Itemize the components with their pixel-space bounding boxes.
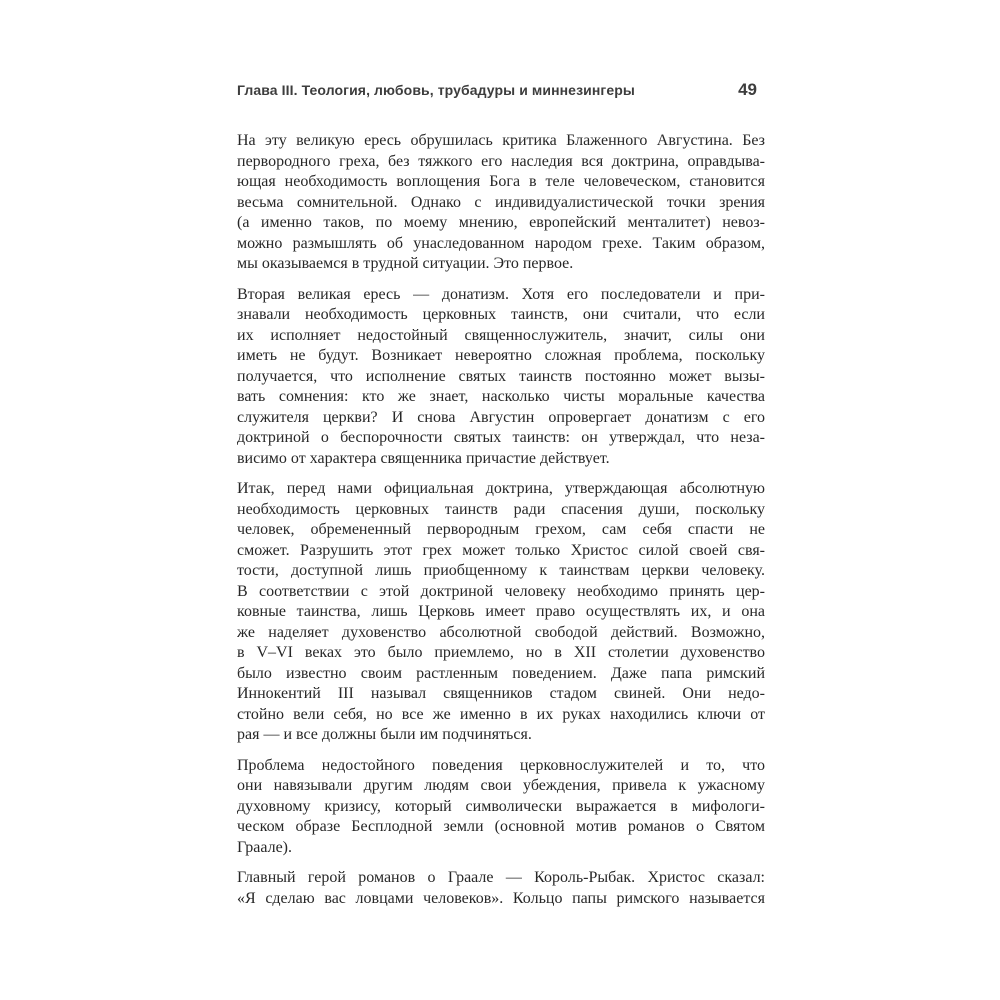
text-line: Иннокентий III называл священников стадом свиней. Они недо- xyxy=(237,685,765,702)
text-line: Вторая великая ересь — донатизм. Хотя его последователи и при- xyxy=(237,285,765,303)
text-line: их исполняет недостойный священнослужитель, значит, силы они xyxy=(237,326,765,344)
text-line: мы оказываемся в трудной ситуации. Это первое. xyxy=(237,255,574,272)
text-line: они навязывали другим людям свои убеждения, привела к ужасному xyxy=(237,777,765,794)
text-line: Граале). xyxy=(237,838,292,856)
text-line: стойно вели себя, но все же именно в их руках находились ключи от xyxy=(237,705,765,723)
text-line: иметь не будут. Возникает невероятно сложная проблема, поскольку xyxy=(237,347,765,364)
paragraph xyxy=(237,756,765,859)
text-line: было известно своим растленным поведением. Даже папа римский xyxy=(237,664,765,682)
text-line: человек, обремененный первородным грехом, сам себя спасти не xyxy=(237,521,765,538)
text-line: висимо от характера священника причастие действует. xyxy=(237,449,610,467)
text-line: Главный герой романов о Граале — Король-Рыбак. Христос сказал: xyxy=(237,869,765,886)
text-line: Проблема недостойного поведения церковнослужителей и то, что xyxy=(237,756,765,774)
page-body xyxy=(237,131,765,909)
text-line: доктриной о беспорочности святых таинств: он утверждал, что неза- xyxy=(237,429,765,446)
text-line: ческом образе Бесплодной земли (основной мотив романов о Святом xyxy=(237,818,765,835)
text-line: тости, доступной лишь приобщенному к таинствам церкви человеку. xyxy=(237,562,765,579)
text-line: знавали необходимость церковных таинств, они считали, что если xyxy=(237,306,765,323)
text-line: (а именно таков, по моему мнению, европейский менталитет) невоз- xyxy=(237,214,765,231)
paragraph xyxy=(237,131,765,275)
chapter-heading: Глава III. Теология, любовь, трубадуры и миннезингеры xyxy=(237,82,635,98)
paragraph xyxy=(237,479,765,746)
text-line: можно размышлять об унаследованном народом грехе. Таким образом, xyxy=(237,234,765,252)
text-line: весьма сомнительной. Однако с индивидуалистической точки зрения xyxy=(237,193,765,211)
text-line: ющая необходимость воплощения Бога в теле человеческом, становится xyxy=(237,173,765,190)
running-header xyxy=(237,80,765,100)
text-line: Итак, перед нами официальная доктрина, утверждающая абсолютную xyxy=(237,480,765,497)
text-line: же наделяет духовенство абсолютной свободой действий. Возможно, xyxy=(237,623,765,641)
text-line: В соответствии с этой доктриной человеку необходимо принять цер- xyxy=(237,582,765,600)
text-line: духовному кризису, который символически выражается в мифологи- xyxy=(237,797,765,815)
text-line: рая — и все должны были им подчиняться. xyxy=(237,726,532,743)
text-line: «Я сделаю вас ловцами человеков». Кольцо папы римского называется xyxy=(237,889,765,907)
paragraph xyxy=(237,868,765,909)
text-line: служителя церкви? И снова Августин опровергает донатизм с его xyxy=(237,408,765,426)
text-line: получается, что исполнение святых таинств постоянно может вызы- xyxy=(237,367,765,385)
paragraph xyxy=(237,285,765,470)
text-line: в V–VI веках это было приемлемо, но в XII столетии духовенство xyxy=(237,644,765,661)
text-line: На эту великую ересь обрушилась критика Блаженного Августина. Без xyxy=(237,132,765,149)
text-line: необходимость церковных таинств ради спасения души, поскольку xyxy=(237,500,765,518)
text-line: первородного греха, без тяжкого его наследия вся доктрина, оправдыва- xyxy=(237,152,765,170)
text-line: ковные таинства, лишь Церковь имеет право осуществлять их, и она xyxy=(237,603,765,620)
text-line: сможет. Разрушить этот грех может только Христос силой своей свя- xyxy=(237,541,765,559)
text-line: вать сомнения: кто же знает, насколько чисты моральные качества xyxy=(237,388,765,405)
page-number: 49 xyxy=(738,80,757,99)
